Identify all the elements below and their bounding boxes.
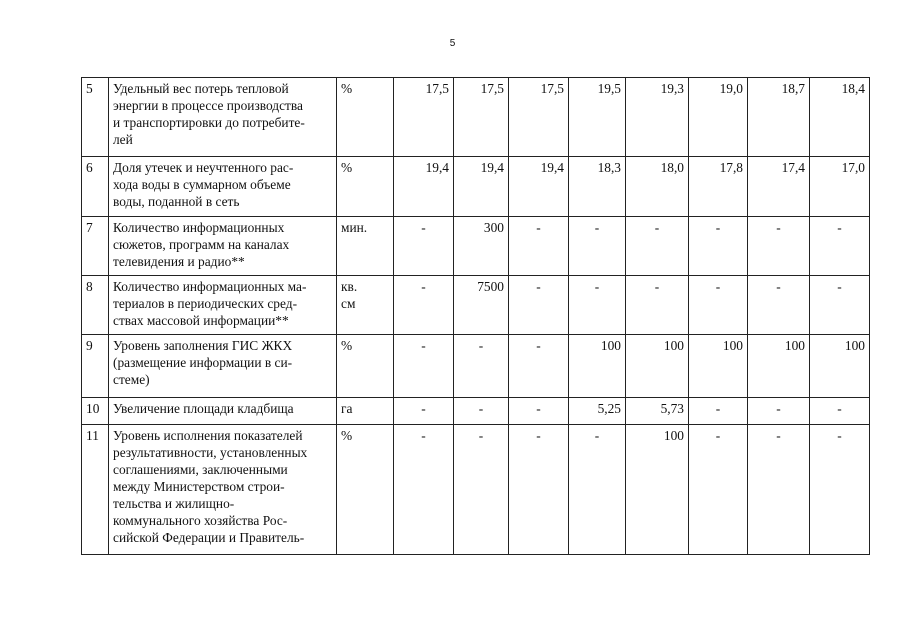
row-number: 10 — [82, 398, 109, 425]
row-number: 6 — [82, 157, 109, 217]
value-cell: 19,3 — [626, 78, 689, 157]
indicator-name-line: воды, поданной в сеть — [113, 194, 240, 209]
row-number: 8 — [82, 276, 109, 335]
page-number: 5 — [449, 38, 456, 49]
unit-cell — [337, 425, 394, 555]
table-row — [82, 335, 870, 398]
table-row — [82, 78, 870, 157]
value-cell: 18,3 — [569, 157, 626, 217]
value-cell: 5,73 — [626, 398, 689, 425]
value-cell: 100 — [689, 335, 748, 398]
value-cell: - — [509, 217, 569, 276]
indicator-name-line: и транспортировки до потребите- — [113, 115, 305, 130]
value-cell: - — [748, 425, 810, 555]
indicator-name-line: териалов в периодических сред- — [113, 296, 298, 311]
value-cell: 17,5 — [454, 78, 509, 157]
unit-cell — [337, 217, 394, 276]
value-cell: - — [454, 425, 509, 555]
value-cell: 100 — [626, 335, 689, 398]
value-cell: - — [454, 335, 509, 398]
value-cell: 19,5 — [569, 78, 626, 157]
value-cell: 18,0 — [626, 157, 689, 217]
unit-line: % — [341, 428, 353, 443]
value-cell: 18,7 — [748, 78, 810, 157]
value-cell: - — [810, 398, 870, 425]
table-row — [82, 276, 870, 335]
table-row — [82, 217, 870, 276]
unit-cell — [337, 78, 394, 157]
value-cell: 19,4 — [394, 157, 454, 217]
unit-line: % — [341, 81, 353, 96]
value-cell: 17,5 — [509, 78, 569, 157]
value-cell: 19,0 — [689, 78, 748, 157]
unit-line: га — [341, 401, 353, 416]
indicator-name — [109, 157, 337, 217]
unit-cell — [337, 276, 394, 335]
indicator-name-line: Доля утечек и неучтенного рас- — [113, 160, 294, 175]
value-cell: - — [748, 398, 810, 425]
indicator-name-line: стеме) — [113, 372, 150, 387]
value-cell: - — [394, 335, 454, 398]
value-cell: - — [689, 217, 748, 276]
table-row — [82, 425, 870, 555]
indicator-name-line: сийской Федерации и Правитель- — [113, 530, 305, 545]
value-cell: 17,8 — [689, 157, 748, 217]
indicator-name-line: ствах массовой информации** — [113, 313, 289, 328]
value-cell: 19,4 — [454, 157, 509, 217]
indicator-name-line: хода воды в суммарном объеме — [113, 177, 291, 192]
indicator-name-line: телевидения и радио** — [113, 254, 245, 269]
indicator-name-line: Уровень заполнения ГИС ЖКХ — [113, 338, 293, 353]
indicator-name — [109, 78, 337, 157]
unit-line: кв. — [341, 279, 358, 294]
unit-cell — [337, 335, 394, 398]
indicator-name — [109, 335, 337, 398]
unit-cell — [337, 157, 394, 217]
value-cell: 100 — [569, 335, 626, 398]
value-cell: - — [810, 425, 870, 555]
value-cell: 17,4 — [748, 157, 810, 217]
value-cell: - — [569, 217, 626, 276]
indicator-name-line: между Министерством строи- — [113, 479, 285, 494]
indicator-name-line: Удельный вес потерь тепловой — [113, 81, 289, 96]
unit-cell — [337, 398, 394, 425]
unit-line: % — [341, 160, 353, 175]
value-cell: - — [626, 217, 689, 276]
value-cell: - — [509, 425, 569, 555]
value-cell: - — [748, 276, 810, 335]
value-cell: - — [394, 398, 454, 425]
indicators-table — [81, 77, 870, 555]
unit-line: % — [341, 338, 353, 353]
indicator-name-line: Уровень исполнения показателей — [113, 428, 303, 443]
value-cell: - — [748, 217, 810, 276]
value-cell: 18,4 — [810, 78, 870, 157]
indicator-name-line: тельства и жилищно- — [113, 496, 235, 511]
row-number: 5 — [82, 78, 109, 157]
value-cell: 5,25 — [569, 398, 626, 425]
row-number: 11 — [82, 425, 109, 555]
unit-line: мин. — [341, 220, 368, 235]
indicator-name-line: (размещение информации в си- — [113, 355, 293, 370]
value-cell: - — [810, 217, 870, 276]
indicator-name-line: соглашениями, заключенными — [113, 462, 288, 477]
value-cell: - — [689, 398, 748, 425]
value-cell: - — [810, 276, 870, 335]
value-cell: 19,4 — [509, 157, 569, 217]
value-cell: - — [394, 425, 454, 555]
indicator-name-line: энергии в процессе производства — [113, 98, 303, 113]
value-cell: - — [509, 276, 569, 335]
indicator-name-line: коммунального хозяйства Рос- — [113, 513, 288, 528]
indicator-name — [109, 276, 337, 335]
table-body — [82, 78, 870, 555]
indicator-name-line: сюжетов, программ на каналах — [113, 237, 290, 252]
value-cell: - — [394, 217, 454, 276]
indicator-name — [109, 217, 337, 276]
indicator-name — [109, 398, 337, 425]
value-cell: - — [509, 335, 569, 398]
value-cell: 17,5 — [394, 78, 454, 157]
value-cell: 100 — [626, 425, 689, 555]
row-number: 7 — [82, 217, 109, 276]
value-cell: 100 — [810, 335, 870, 398]
value-cell: 17,0 — [810, 157, 870, 217]
value-cell: - — [689, 276, 748, 335]
value-cell: - — [626, 276, 689, 335]
value-cell: - — [689, 425, 748, 555]
value-cell: 100 — [748, 335, 810, 398]
indicator-name-line: лей — [113, 132, 133, 147]
value-cell: - — [569, 425, 626, 555]
value-cell: 7500 — [454, 276, 509, 335]
unit-line: см — [341, 296, 356, 311]
row-number: 9 — [82, 335, 109, 398]
indicator-name-line: Увеличение площади кладбища — [113, 401, 294, 416]
indicator-name-line: Количество информационных ма- — [113, 279, 307, 294]
indicator-name — [109, 425, 337, 555]
indicator-name-line: результативности, установленных — [113, 445, 308, 460]
value-cell: - — [454, 398, 509, 425]
value-cell: - — [569, 276, 626, 335]
indicator-name-line: Количество информационных — [113, 220, 285, 235]
value-cell: 300 — [454, 217, 509, 276]
value-cell: - — [394, 276, 454, 335]
value-cell: - — [509, 398, 569, 425]
table-row — [82, 157, 870, 217]
table-row — [82, 398, 870, 425]
